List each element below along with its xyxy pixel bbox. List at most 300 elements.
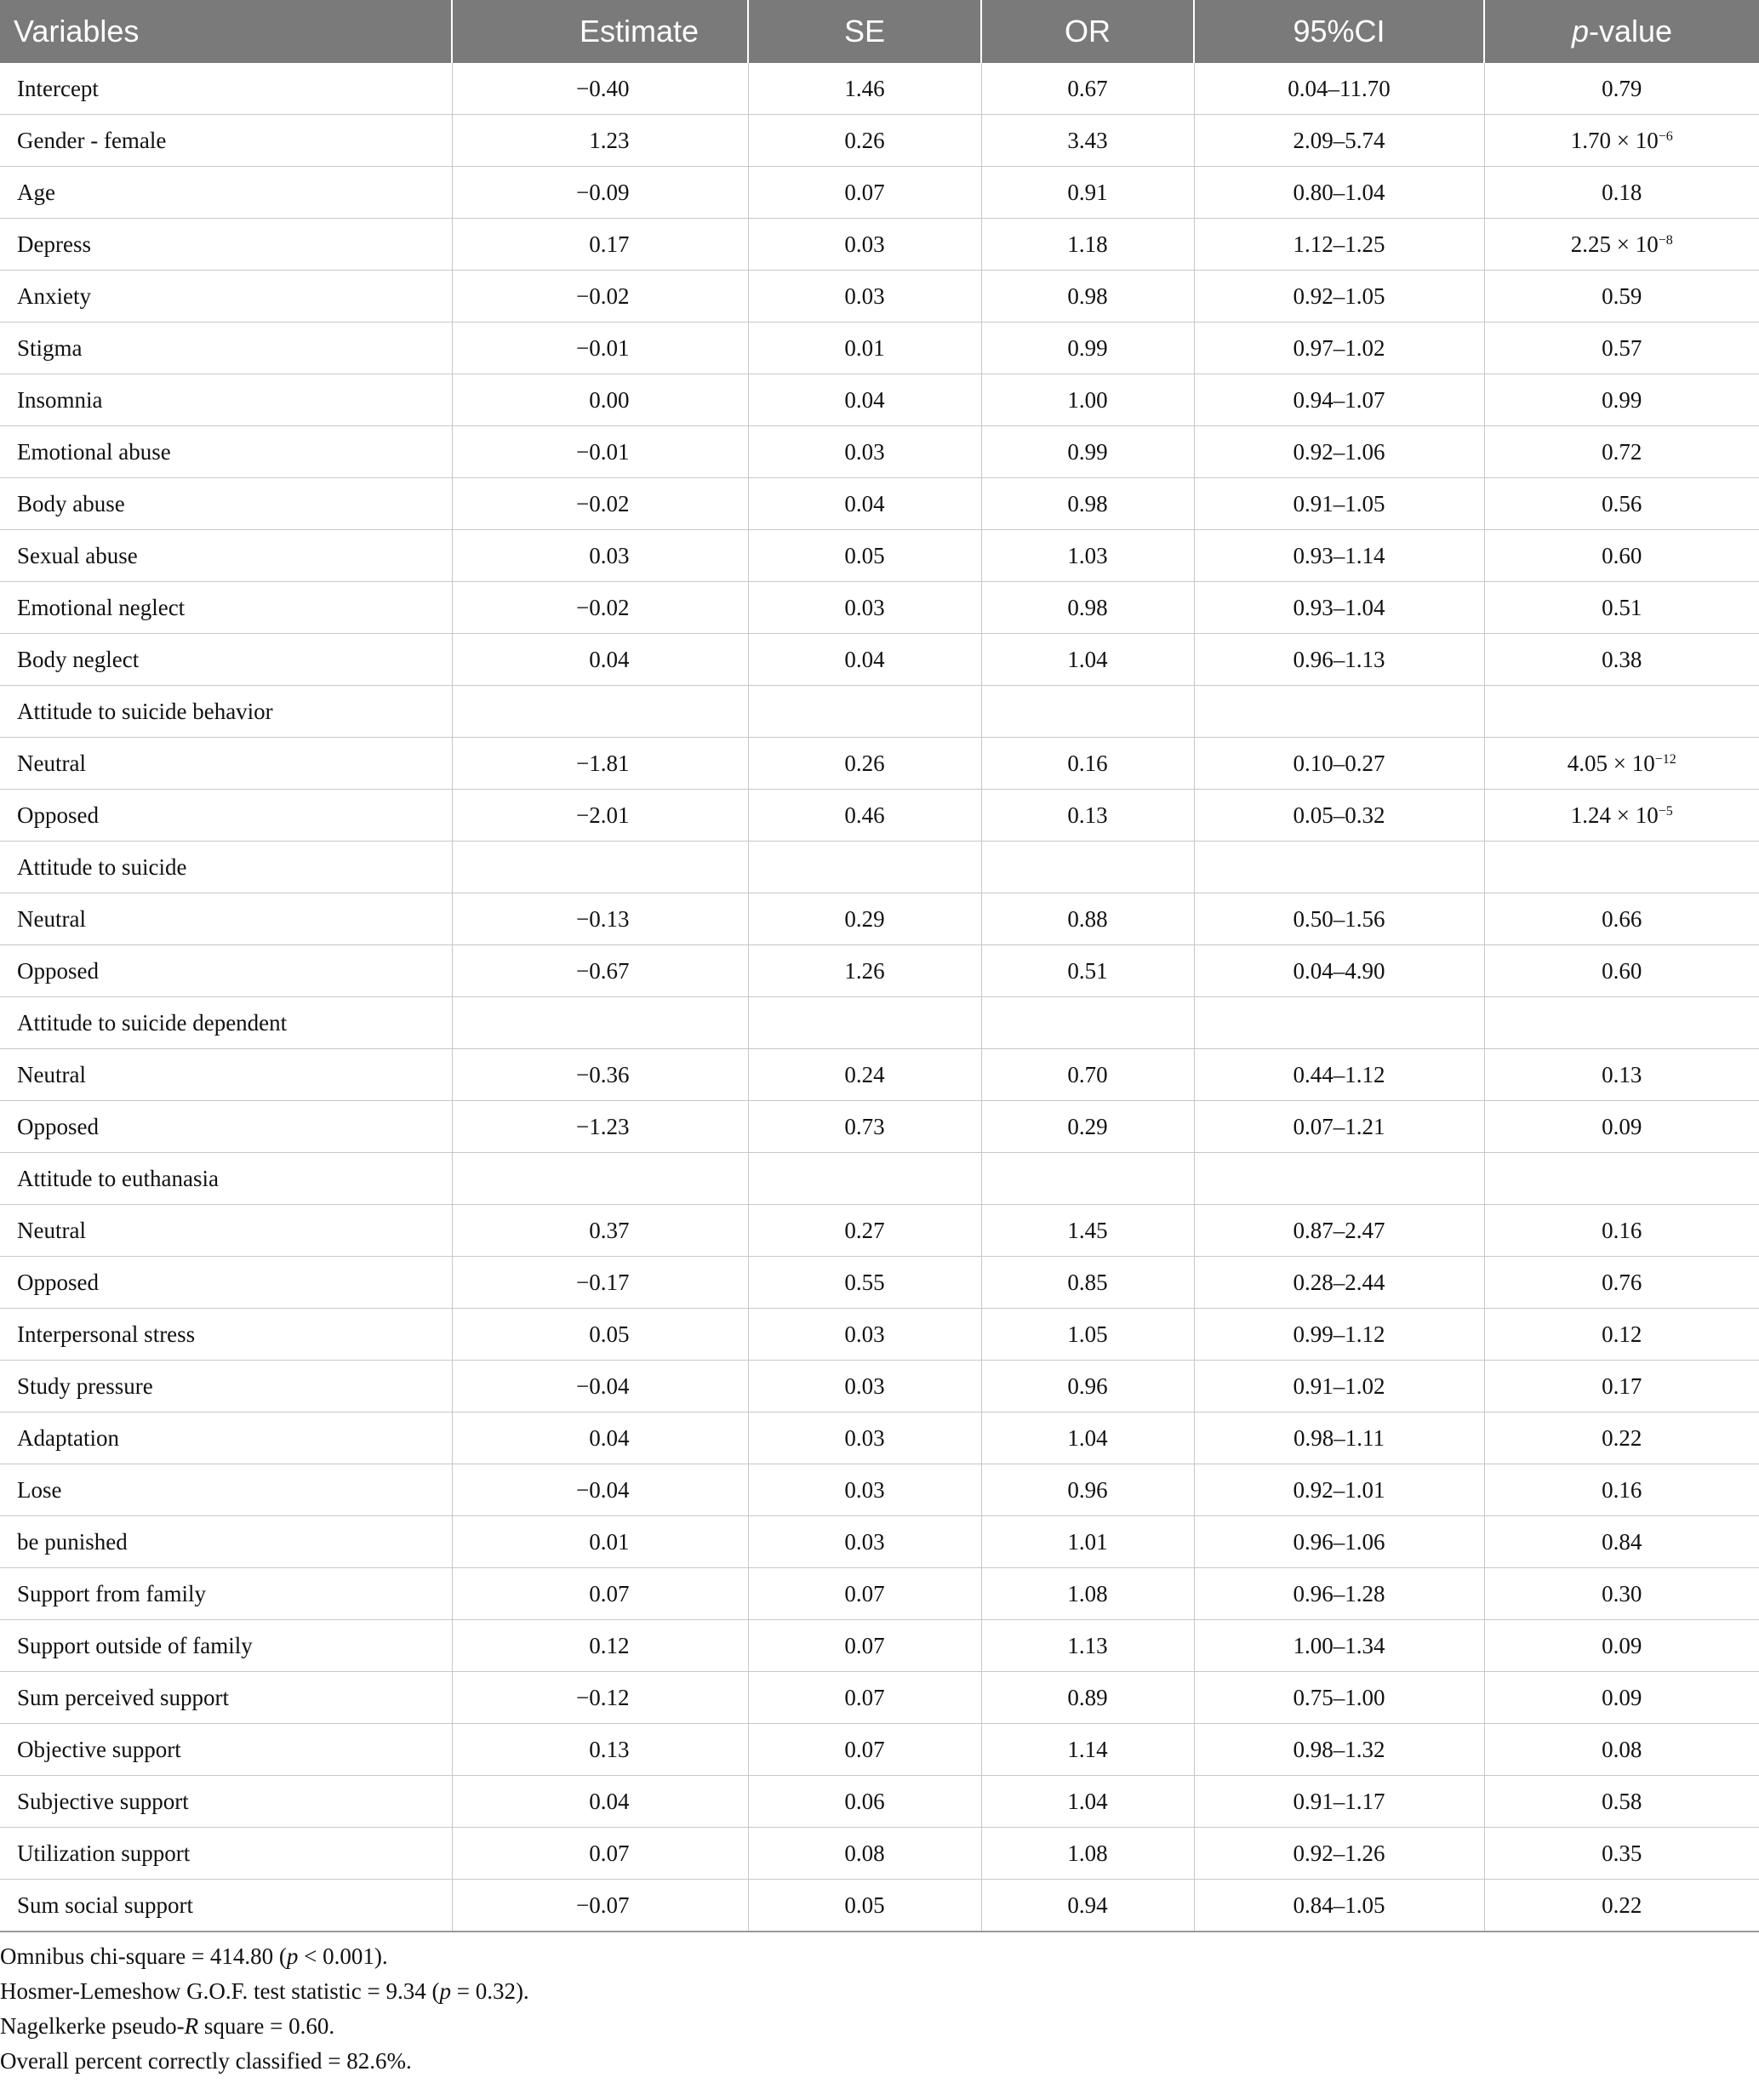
cell-or: 1.05	[981, 1309, 1194, 1361]
cell-or	[981, 997, 1194, 1049]
cell-or: 1.08	[981, 1568, 1194, 1620]
cell-se: 0.03	[748, 271, 981, 322]
cell-or: 0.98	[981, 582, 1194, 634]
cell-se: 0.01	[748, 322, 981, 374]
p-value-base: 2.25 × 10	[1570, 231, 1659, 257]
cell-p-value	[1484, 1672, 1759, 1724]
cell-se: 0.07	[748, 1724, 981, 1776]
cell-p-value	[1484, 374, 1759, 426]
cell-estimate: −0.04	[452, 1464, 748, 1516]
cell-p-value	[1484, 997, 1759, 1049]
cell-p-value	[1484, 1205, 1759, 1257]
cell-estimate: −0.12	[452, 1672, 748, 1724]
p-value-base: 0.38	[1602, 646, 1642, 672]
cell-p-value	[1484, 271, 1759, 322]
cell-p-value	[1484, 1309, 1759, 1361]
cell-variable: Adaptation	[0, 1412, 452, 1464]
cell-p-value	[1484, 478, 1759, 530]
p-value-base: 0.60	[1602, 957, 1642, 984]
note-hosmer-value: = 0.32).	[450, 1978, 529, 2004]
cell-p-value	[1484, 1568, 1759, 1620]
cell-or: 1.13	[981, 1620, 1194, 1672]
cell-ci: 0.92–1.06	[1194, 426, 1484, 478]
p-value-base: 0.30	[1602, 1580, 1642, 1606]
table-row	[0, 1464, 1759, 1516]
cell-se: 0.26	[748, 115, 981, 167]
cell-se: 0.03	[748, 1309, 981, 1361]
table-row	[0, 1620, 1759, 1672]
cell-or	[981, 842, 1194, 893]
note-hosmer-text: Hosmer-Lemeshow G.O.F. test statistic = 9.34 (	[0, 1978, 440, 2004]
cell-variable: Attitude to suicide	[0, 842, 452, 893]
cell-or: 0.98	[981, 478, 1194, 530]
cell-se: 0.73	[748, 1101, 981, 1153]
cell-variable: Support outside of family	[0, 1620, 452, 1672]
p-value-base: 0.76	[1602, 1269, 1642, 1295]
table-row	[0, 1568, 1759, 1620]
cell-or: 1.14	[981, 1724, 1194, 1776]
cell-estimate: 0.04	[452, 1412, 748, 1464]
cell-ci: 0.87–2.47	[1194, 1205, 1484, 1257]
table-row	[0, 686, 1759, 738]
p-value-base: 0.22	[1602, 1424, 1642, 1451]
p-value-base: 0.79	[1602, 75, 1642, 101]
cell-estimate: 0.13	[452, 1724, 748, 1776]
cell-estimate: −0.02	[452, 271, 748, 322]
cell-estimate: −0.17	[452, 1257, 748, 1309]
cell-ci: 0.91–1.17	[1194, 1776, 1484, 1828]
cell-or: 1.04	[981, 634, 1194, 686]
cell-ci: 1.12–1.25	[1194, 219, 1484, 271]
p-value-base: 0.99	[1602, 386, 1642, 413]
cell-variable: Attitude to suicide behavior	[0, 686, 452, 738]
cell-ci: 0.04–11.70	[1194, 63, 1484, 115]
table-notes	[0, 1939, 1759, 2079]
cell-or: 1.04	[981, 1776, 1194, 1828]
p-value-base: 1.70 × 10	[1570, 127, 1659, 153]
cell-variable: Attitude to suicide dependent	[0, 997, 452, 1049]
note-hosmer-lemeshow	[0, 1974, 1759, 2009]
p-value-base: 0.18	[1602, 179, 1642, 205]
table-row	[0, 634, 1759, 686]
p-value-base: 0.22	[1602, 1892, 1642, 1918]
cell-ci: 0.92–1.01	[1194, 1464, 1484, 1516]
cell-variable: Stigma	[0, 322, 452, 374]
cell-se: 0.07	[748, 1568, 981, 1620]
cell-ci: 0.97–1.02	[1194, 322, 1484, 374]
table-row	[0, 893, 1759, 945]
cell-p-value	[1484, 115, 1759, 167]
cell-ci: 0.92–1.05	[1194, 271, 1484, 322]
cell-se: 0.03	[748, 582, 981, 634]
cell-ci: 0.92–1.26	[1194, 1828, 1484, 1880]
cell-p-value	[1484, 426, 1759, 478]
table-row	[0, 1412, 1759, 1464]
table-row	[0, 530, 1759, 582]
cell-variable: Sum social support	[0, 1880, 452, 1932]
table-row	[0, 271, 1759, 322]
p-value-base: 0.51	[1602, 594, 1642, 620]
table-row	[0, 1257, 1759, 1309]
cell-or: 1.00	[981, 374, 1194, 426]
p-value-base: 0.09	[1602, 1632, 1642, 1658]
cell-variable: Support from family	[0, 1568, 452, 1620]
cell-or: 0.67	[981, 63, 1194, 115]
cell-ci: 0.75–1.00	[1194, 1672, 1484, 1724]
note-overall-classified: Overall percent correctly classified = 82.6%.	[0, 2048, 412, 2074]
p-value-exponent: −5	[1658, 803, 1673, 819]
cell-se	[748, 842, 981, 893]
cell-p-value	[1484, 945, 1759, 997]
cell-variable: Neutral	[0, 893, 452, 945]
cell-ci: 0.44–1.12	[1194, 1049, 1484, 1101]
cell-variable: Neutral	[0, 738, 452, 790]
cell-ci: 0.04–4.90	[1194, 945, 1484, 997]
cell-estimate: 0.12	[452, 1620, 748, 1672]
note-omnibus	[0, 1939, 1759, 1974]
cell-p-value	[1484, 790, 1759, 842]
cell-or: 0.94	[981, 1880, 1194, 1932]
table-row	[0, 1361, 1759, 1412]
p-value-exponent: −12	[1654, 751, 1676, 767]
cell-estimate: 0.37	[452, 1205, 748, 1257]
cell-se: 0.03	[748, 1361, 981, 1412]
p-value-base: 0.66	[1602, 905, 1642, 932]
cell-p-value	[1484, 582, 1759, 634]
cell-variable: Opposed	[0, 1257, 452, 1309]
cell-variable: Insomnia	[0, 374, 452, 426]
header-se: SE	[748, 0, 981, 63]
cell-p-value	[1484, 842, 1759, 893]
cell-se: 0.46	[748, 790, 981, 842]
cell-ci	[1194, 1153, 1484, 1205]
p-value-exponent: −8	[1658, 232, 1673, 248]
cell-or: 1.01	[981, 1516, 1194, 1568]
cell-variable: Emotional abuse	[0, 426, 452, 478]
cell-estimate: −2.01	[452, 790, 748, 842]
p-value-base: 4.05 × 10	[1567, 750, 1655, 776]
table-row	[0, 374, 1759, 426]
cell-variable: Age	[0, 167, 452, 219]
cell-estimate	[452, 997, 748, 1049]
cell-estimate: −0.13	[452, 893, 748, 945]
cell-estimate: 0.00	[452, 374, 748, 426]
cell-ci: 0.96–1.06	[1194, 1516, 1484, 1568]
cell-p-value	[1484, 1464, 1759, 1516]
cell-ci: 0.96–1.13	[1194, 634, 1484, 686]
cell-estimate: 0.04	[452, 634, 748, 686]
cell-se	[748, 997, 981, 1049]
cell-variable: Sexual abuse	[0, 530, 452, 582]
p-value-base: 0.09	[1602, 1684, 1642, 1710]
cell-se: 0.03	[748, 1464, 981, 1516]
cell-estimate	[452, 1153, 748, 1205]
p-value-base: 0.16	[1602, 1476, 1642, 1503]
cell-p-value	[1484, 738, 1759, 790]
cell-estimate: 0.01	[452, 1516, 748, 1568]
cell-variable: Objective support	[0, 1724, 452, 1776]
cell-variable: Lose	[0, 1464, 452, 1516]
cell-variable: be punished	[0, 1516, 452, 1568]
cell-ci	[1194, 686, 1484, 738]
table-row	[0, 167, 1759, 219]
cell-variable: Emotional neglect	[0, 582, 452, 634]
cell-variable: Body neglect	[0, 634, 452, 686]
cell-se	[748, 686, 981, 738]
p-value-base: 0.17	[1602, 1372, 1642, 1399]
cell-se: 0.04	[748, 634, 981, 686]
cell-se	[748, 1153, 981, 1205]
cell-variable: Study pressure	[0, 1361, 452, 1412]
cell-estimate	[452, 686, 748, 738]
cell-variable: Body abuse	[0, 478, 452, 530]
cell-or: 0.16	[981, 738, 1194, 790]
cell-ci	[1194, 997, 1484, 1049]
cell-ci: 0.10–0.27	[1194, 738, 1484, 790]
table-row	[0, 1205, 1759, 1257]
p-value-base: 0.57	[1602, 334, 1642, 361]
cell-estimate: −0.07	[452, 1880, 748, 1932]
cell-or: 0.51	[981, 945, 1194, 997]
table-row	[0, 997, 1759, 1049]
cell-estimate: −0.04	[452, 1361, 748, 1412]
header-row	[0, 0, 1759, 63]
cell-ci: 0.98–1.32	[1194, 1724, 1484, 1776]
cell-variable: Sum perceived support	[0, 1672, 452, 1724]
note-nagelkerke	[0, 2009, 1759, 2044]
header-ci: 95%CI	[1194, 0, 1484, 63]
cell-estimate: 0.05	[452, 1309, 748, 1361]
cell-p-value	[1484, 1620, 1759, 1672]
cell-estimate: −0.40	[452, 63, 748, 115]
note-nagelkerke-text: Nagelkerke pseudo-	[0, 2013, 185, 2039]
cell-or	[981, 1153, 1194, 1205]
cell-se: 0.06	[748, 1776, 981, 1828]
header-p-value	[1484, 0, 1759, 63]
cell-se: 0.24	[748, 1049, 981, 1101]
table-row	[0, 115, 1759, 167]
cell-or: 0.88	[981, 893, 1194, 945]
cell-p-value	[1484, 63, 1759, 115]
cell-estimate: 1.23	[452, 115, 748, 167]
cell-se: 0.07	[748, 1672, 981, 1724]
cell-estimate: 0.03	[452, 530, 748, 582]
cell-variable: Depress	[0, 219, 452, 271]
cell-estimate	[452, 842, 748, 893]
p-value-base: 0.58	[1602, 1788, 1642, 1814]
cell-ci	[1194, 842, 1484, 893]
cell-or: 0.29	[981, 1101, 1194, 1153]
cell-variable: Utilization support	[0, 1828, 452, 1880]
p-value-base: 0.08	[1602, 1736, 1642, 1762]
cell-variable: Neutral	[0, 1049, 452, 1101]
cell-ci: 0.91–1.02	[1194, 1361, 1484, 1412]
table-row	[0, 945, 1759, 997]
table-row	[0, 790, 1759, 842]
cell-or: 0.96	[981, 1464, 1194, 1516]
cell-or: 0.99	[981, 426, 1194, 478]
cell-se: 0.04	[748, 478, 981, 530]
cell-estimate: 0.07	[452, 1568, 748, 1620]
cell-or: 1.04	[981, 1412, 1194, 1464]
table-row	[0, 1309, 1759, 1361]
cell-ci: 2.09–5.74	[1194, 115, 1484, 167]
cell-or: 0.70	[981, 1049, 1194, 1101]
cell-estimate: −0.01	[452, 322, 748, 374]
table-row	[0, 1672, 1759, 1724]
cell-se: 1.46	[748, 63, 981, 115]
cell-estimate: −0.01	[452, 426, 748, 478]
cell-se: 0.03	[748, 1516, 981, 1568]
cell-or: 3.43	[981, 115, 1194, 167]
cell-p-value	[1484, 1828, 1759, 1880]
cell-ci: 0.94–1.07	[1194, 374, 1484, 426]
p-value-base: 0.13	[1602, 1061, 1642, 1087]
cell-variable: Neutral	[0, 1205, 452, 1257]
note-omnibus-text: Omnibus chi-square = 414.80 (	[0, 1943, 287, 1969]
cell-p-value	[1484, 686, 1759, 738]
cell-ci: 0.28–2.44	[1194, 1257, 1484, 1309]
cell-p-value	[1484, 1257, 1759, 1309]
note-hosmer-p: p	[439, 1978, 451, 2004]
cell-ci: 1.00–1.34	[1194, 1620, 1484, 1672]
cell-variable: Gender - female	[0, 115, 452, 167]
p-value-exponent: −6	[1658, 128, 1673, 144]
cell-se: 0.05	[748, 1880, 981, 1932]
table-row	[0, 1049, 1759, 1101]
cell-or	[981, 686, 1194, 738]
cell-se: 0.07	[748, 167, 981, 219]
cell-p-value	[1484, 1516, 1759, 1568]
cell-or: 0.98	[981, 271, 1194, 322]
note-omnibus-p: p	[286, 1943, 299, 1969]
table-row	[0, 1828, 1759, 1880]
cell-p-value	[1484, 1724, 1759, 1776]
table-row	[0, 1776, 1759, 1828]
cell-p-value	[1484, 1361, 1759, 1412]
cell-p-value	[1484, 634, 1759, 686]
cell-estimate: 0.17	[452, 219, 748, 271]
p-value-base: 0.09	[1602, 1113, 1642, 1139]
p-value-base: 0.72	[1602, 438, 1642, 465]
cell-variable: Intercept	[0, 63, 452, 115]
p-value-base: 0.35	[1602, 1840, 1642, 1866]
cell-se: 0.07	[748, 1620, 981, 1672]
cell-or: 1.08	[981, 1828, 1194, 1880]
cell-p-value	[1484, 1101, 1759, 1153]
cell-ci: 0.07–1.21	[1194, 1101, 1484, 1153]
table-header	[0, 0, 1759, 63]
cell-or: 0.89	[981, 1672, 1194, 1724]
cell-ci: 0.80–1.04	[1194, 167, 1484, 219]
table-body	[0, 63, 1759, 1932]
cell-or: 1.45	[981, 1205, 1194, 1257]
cell-se: 0.29	[748, 893, 981, 945]
table-row	[0, 219, 1759, 271]
header-p-rest: -value	[1588, 14, 1673, 49]
cell-variable: Subjective support	[0, 1776, 452, 1828]
cell-se: 0.03	[748, 219, 981, 271]
p-value-base: 1.24 × 10	[1570, 802, 1659, 828]
cell-ci: 0.93–1.14	[1194, 530, 1484, 582]
header-or: OR	[981, 0, 1194, 63]
p-value-base: 0.59	[1602, 282, 1642, 309]
cell-se: 0.03	[748, 1412, 981, 1464]
cell-p-value	[1484, 530, 1759, 582]
table-row	[0, 426, 1759, 478]
cell-ci: 0.98–1.11	[1194, 1412, 1484, 1464]
p-value-base: 0.56	[1602, 490, 1642, 516]
cell-estimate: −1.23	[452, 1101, 748, 1153]
cell-p-value	[1484, 893, 1759, 945]
table-row	[0, 1153, 1759, 1205]
table-row	[0, 322, 1759, 374]
table-row	[0, 1516, 1759, 1568]
cell-estimate: −0.09	[452, 167, 748, 219]
note-omnibus-value: < 0.001).	[298, 1943, 388, 1969]
cell-se: 1.26	[748, 945, 981, 997]
cell-p-value	[1484, 1153, 1759, 1205]
table-row	[0, 1724, 1759, 1776]
cell-or: 0.96	[981, 1361, 1194, 1412]
header-estimate: Estimate	[452, 0, 748, 63]
table-row	[0, 478, 1759, 530]
cell-p-value	[1484, 1776, 1759, 1828]
cell-se: 0.55	[748, 1257, 981, 1309]
cell-estimate: −0.36	[452, 1049, 748, 1101]
cell-estimate: −0.02	[452, 478, 748, 530]
cell-se: 0.04	[748, 374, 981, 426]
note-nagelkerke-r: R	[184, 2013, 199, 2039]
note-nagelkerke-value: square = 0.60.	[198, 2013, 335, 2039]
cell-estimate: 0.07	[452, 1828, 748, 1880]
cell-ci: 0.91–1.05	[1194, 478, 1484, 530]
table-row	[0, 1101, 1759, 1153]
cell-or: 0.13	[981, 790, 1194, 842]
cell-or: 0.99	[981, 322, 1194, 374]
cell-p-value	[1484, 1880, 1759, 1932]
p-value-base: 0.12	[1602, 1321, 1642, 1347]
cell-ci: 0.93–1.04	[1194, 582, 1484, 634]
cell-estimate: −0.02	[452, 582, 748, 634]
table-row	[0, 738, 1759, 790]
cell-p-value	[1484, 167, 1759, 219]
cell-p-value	[1484, 219, 1759, 271]
cell-ci: 0.99–1.12	[1194, 1309, 1484, 1361]
table-row	[0, 1880, 1759, 1932]
table-row	[0, 842, 1759, 893]
cell-ci: 0.84–1.05	[1194, 1880, 1484, 1932]
cell-or: 0.91	[981, 167, 1194, 219]
cell-p-value	[1484, 1412, 1759, 1464]
cell-or: 0.85	[981, 1257, 1194, 1309]
p-value-base: 0.84	[1602, 1528, 1642, 1555]
cell-se: 0.27	[748, 1205, 981, 1257]
p-value-base: 0.16	[1602, 1217, 1642, 1243]
cell-variable: Opposed	[0, 790, 452, 842]
cell-variable: Attitude to euthanasia	[0, 1153, 452, 1205]
cell-ci: 0.05–0.32	[1194, 790, 1484, 842]
cell-variable: Anxiety	[0, 271, 452, 322]
cell-se: 0.03	[748, 426, 981, 478]
header-variables: Variables	[0, 0, 452, 63]
cell-variable: Opposed	[0, 1101, 452, 1153]
cell-variable: Interpersonal stress	[0, 1309, 452, 1361]
table-row	[0, 582, 1759, 634]
cell-p-value	[1484, 1049, 1759, 1101]
cell-or: 1.03	[981, 530, 1194, 582]
cell-variable: Opposed	[0, 945, 452, 997]
